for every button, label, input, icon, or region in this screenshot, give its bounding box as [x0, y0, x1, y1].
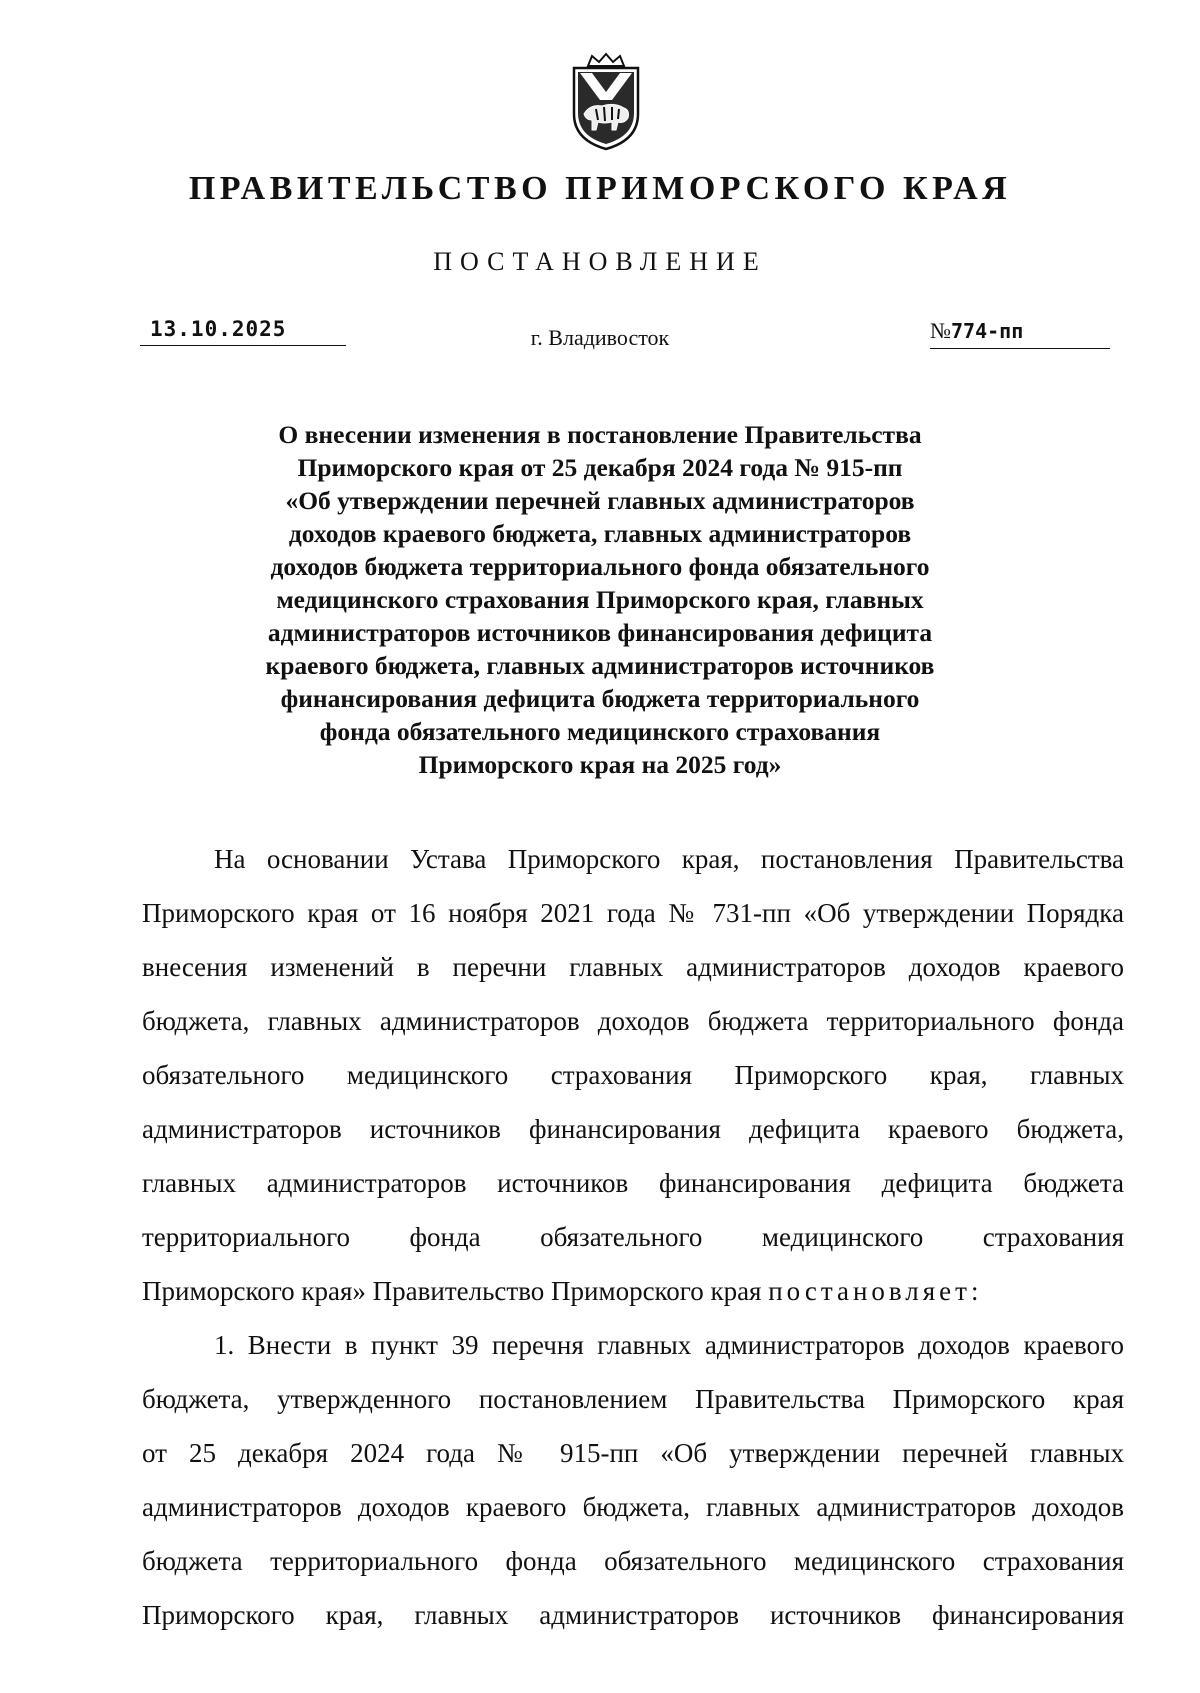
subject-line: финансирования дефицита бюджета территориального	[280, 684, 920, 713]
body-line: Приморского края от 16 ноября 2021 года № 731-пп «Об утверждении Порядка	[142, 898, 1124, 928]
body-line: 1. Внести в пункт 39 перечня главных администраторов доходов краевого	[214, 1330, 1124, 1360]
coat-of-arms-icon	[568, 52, 644, 152]
subject-line: «Об утверждении перечней главных администраторов	[285, 486, 915, 515]
subject-line: Приморского края на 2025 год»	[418, 750, 782, 779]
body-line: главных администраторов источников финансирования дефицита бюджета	[142, 1168, 1124, 1198]
body-line: бюджета, главных администраторов доходов бюджета территориального фонда	[142, 1006, 1124, 1036]
document-date: 13.10.2025	[140, 317, 346, 346]
body-line: Приморского края, главных администраторов источников финансирования	[142, 1600, 1124, 1630]
subject-line: доходов краевого бюджета, главных администраторов	[288, 519, 912, 548]
document-city: г. Владивосток	[530, 325, 670, 350]
body-line: обязательного медицинского страхования Приморского края, главных	[142, 1060, 1124, 1090]
document-number	[930, 318, 1110, 349]
number-sign: №	[930, 318, 951, 343]
preamble-paragraph	[142, 832, 1124, 1318]
subject-line: Приморского края от 25 декабря 2024 года № 915-пп	[297, 453, 903, 482]
body-line	[142, 1264, 1124, 1318]
body-line: администраторов источников финансирования дефицита краевого бюджета,	[142, 1114, 1124, 1144]
body-line: администраторов доходов краевого бюджета, главных администраторов доходов	[142, 1492, 1124, 1522]
body-line: от 25 декабря 2024 года № 915-пп «Об утверждении перечней главных	[142, 1438, 1124, 1468]
body-line: На основании Устава Приморского края, постановления Правительства	[214, 844, 1124, 874]
number-value: 774-пп	[951, 319, 1024, 343]
resolves-word: постановляет:	[768, 1276, 983, 1306]
body-line: территориального фонда обязательного медицинского страхования	[142, 1222, 1124, 1252]
subject-line: администраторов источников финансирования дефицита	[267, 618, 933, 647]
body-line: бюджета, утвержденного постановлением Правительства Приморского края	[142, 1384, 1124, 1414]
subject-line: доходов бюджета территориального фонда обязательного	[270, 552, 930, 581]
preamble-closing-text: Приморского края» Правительство Приморского края	[142, 1276, 769, 1306]
body-line: бюджета территориального фонда обязательного медицинского страхования	[142, 1546, 1124, 1576]
government-title: ПРАВИТЕЛЬСТВО ПРИМОРСКОГО КРАЯ	[188, 170, 1012, 207]
item-1-paragraph	[142, 1318, 1124, 1642]
body-line: внесения изменений в перечни главных администраторов доходов краевого	[142, 952, 1124, 982]
subject-line: фонда обязательного медицинского страхования	[319, 717, 881, 746]
document-subject	[200, 418, 1000, 781]
subject-line: медицинского страхования Приморского края, главных	[276, 585, 924, 614]
subject-line: О внесении изменения в постановление Правительства	[278, 420, 922, 449]
subject-line: краевого бюджета, главных администраторов источников	[265, 651, 935, 680]
document-type-title: ПОСТАНОВЛЕНИЕ	[433, 247, 767, 276]
document-body	[142, 832, 1124, 1642]
